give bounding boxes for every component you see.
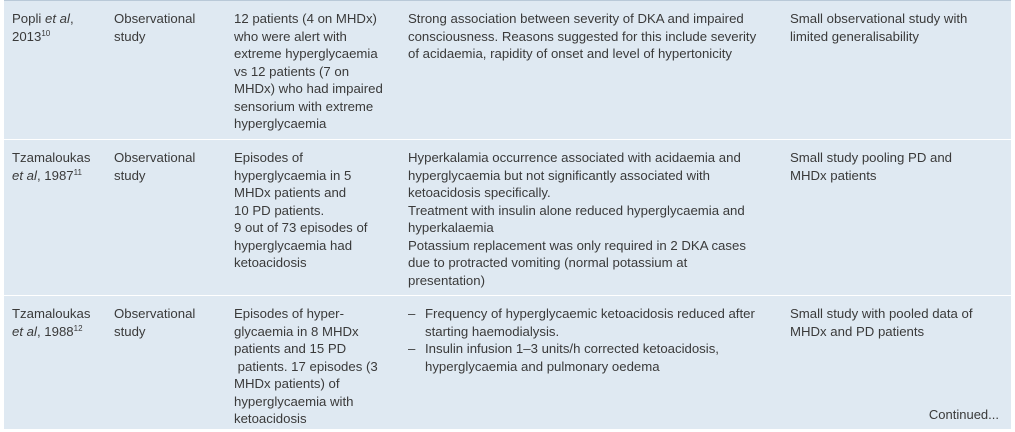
table-row — [4, 1, 1011, 139]
design-cell: Observational study — [114, 306, 196, 339]
findings-list-item: – Insulin infusion 1–3 units/h corrected ketoacidosis, hyperglycaemia and pulmonary oedema — [408, 341, 719, 374]
table-row — [4, 296, 1011, 429]
findings-cell — [408, 305, 755, 375]
dash-bullet: – — [408, 306, 416, 321]
limitations-cell: Small study pooling PD and MHDx patients — [790, 150, 953, 183]
population-cell: Episodes of hyperglycaemia in 5 MHDx patients and 10 PD patients. 9 out of 73 episodes of hyperglycaemia had ketoacidosis — [234, 150, 368, 270]
study-cell: Tzamaloukas et al, 1987$^{11}$ — [12, 150, 91, 183]
findings-list-item: – Frequency of hyperglycaemic ketoacidosis reduced after starting haemodialysis. — [408, 306, 755, 339]
design-cell: Observational study — [114, 11, 196, 44]
design-cell: Observational study — [114, 150, 196, 183]
study-cell: Tzamaloukas et al, 1988$^{12}$ — [12, 306, 91, 339]
study-cell: Popli et al, 2013$^{10}$ — [12, 11, 74, 44]
findings-cell: Hyperkalamia occurrence associated with acidaemia and hyperglycaemia but not significantly associated with ketoacidosis specifically. Treatment with insulin alone reduced hyperglycaemia and hyperkalaemia Potassium replacement was only required in 2 DKA cases due to protracted vomiting (normal potassium at presentation) — [408, 150, 746, 288]
population-cell: 12 patients (4 on MHDx) who were alert with extreme hyperglycaemia vs 12 patients (7 on MHDx) who had impaired sensorium with extreme hyperglycaemia — [234, 11, 383, 131]
limitations-cell: Small study with pooled data of MHDx and PD patients — [790, 306, 973, 339]
findings-cell: Strong association between severity of DKA and impaired consciousness. Reasons suggested for this include severity of acidaemia, rapidity of onset and level of hypertonicity — [408, 11, 757, 61]
table-row — [4, 140, 1011, 295]
evidence-table — [4, 0, 1011, 429]
population-cell: Episodes of hyper- glycaemia in 8 MHDx patients and 15 PD patients. 17 episodes (3 MHDx patients) of hyperglycaemia with ketoacidosis — [234, 306, 378, 426]
dash-bullet: – — [408, 341, 416, 356]
limitations-cell: Small observational study with limited generalisability — [790, 11, 968, 44]
continued-note: Continued... — [928, 406, 999, 422]
